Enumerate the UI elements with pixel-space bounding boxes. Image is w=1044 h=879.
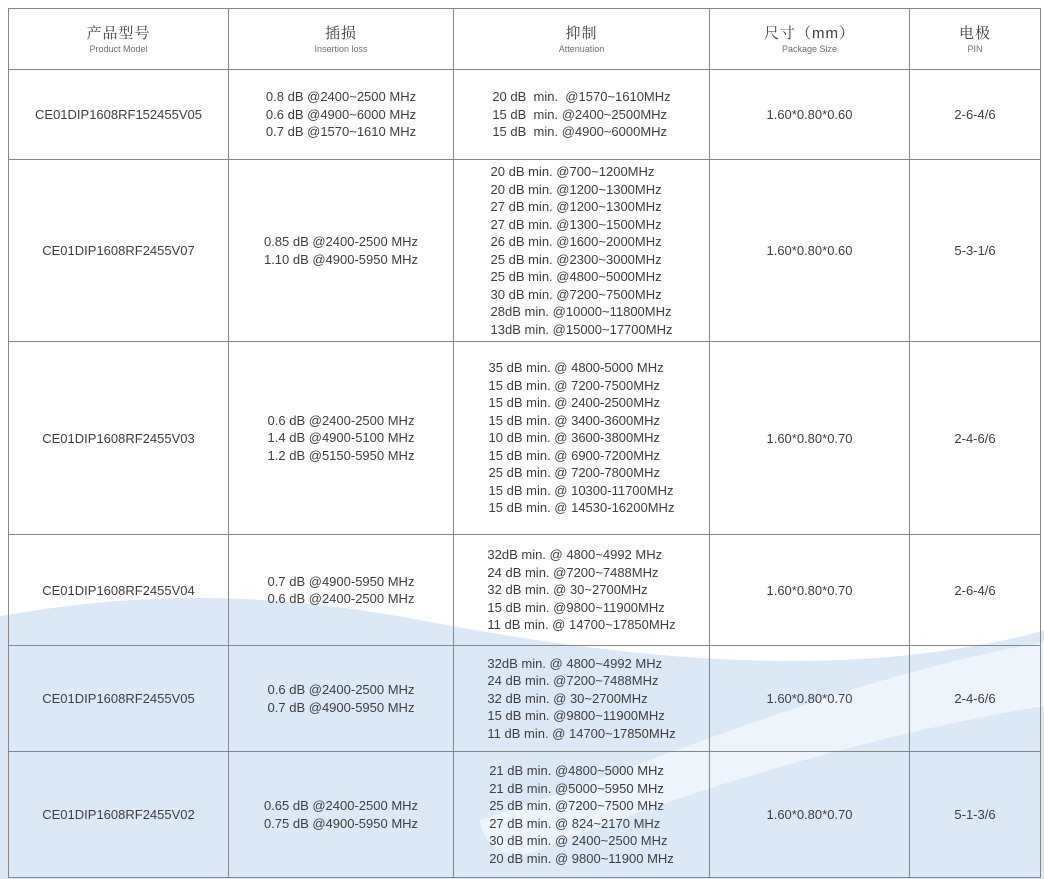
model-text: CE01DIP1608RF2455V04 — [42, 582, 195, 598]
header-label-zh: 产品型号 — [86, 24, 151, 42]
attenuation-line: 26 dB min. @1600~2000MHz — [490, 234, 662, 249]
insertion-loss-cell — [229, 160, 454, 342]
attenuation-lines — [487, 655, 675, 743]
header-label-zh: 插损 — [324, 24, 357, 42]
insertion-loss-cell — [229, 646, 454, 752]
insertion-loss-cell — [229, 342, 454, 535]
pin-cell — [910, 160, 1041, 342]
package-size-cell — [710, 752, 910, 878]
attenuation-line: 27 dB min. @1300~1500MHz — [490, 216, 662, 232]
attenuation-cell — [454, 70, 710, 160]
insertion-loss-cell — [229, 70, 454, 160]
attenuation-line: 21 dB min. @4800~5000 MHz — [489, 763, 664, 778]
header-label-zh: 尺寸（mm） — [764, 24, 855, 42]
attenuation-cell — [454, 646, 710, 752]
attenuation-line: 11 dB min. @ 14700~17850MHz — [487, 725, 676, 741]
model-cell — [9, 646, 229, 752]
pin-text: 5-1-3/6 — [954, 807, 996, 822]
package-size-text: 1.60*0.80*0.70 — [766, 582, 853, 598]
attenuation-line: 20 dB min. @700~1200MHz — [490, 164, 655, 179]
pin-text: 5-3-1/6 — [954, 243, 996, 258]
attenuation-lines — [489, 359, 675, 517]
package-size-cell — [710, 535, 910, 646]
table-row — [9, 646, 1041, 752]
attenuation-line: 28dB min. @10000~11800MHz — [490, 304, 672, 319]
attenuation-cell — [454, 752, 710, 878]
pin-cell — [910, 535, 1041, 646]
attenuation-line: 15 dB min. @ 7200-7500MHz — [488, 377, 660, 393]
header-label-en: Attenuation — [558, 43, 605, 54]
insertion-loss-line: 1.4 dB @4900-5100 MHz — [267, 430, 415, 446]
insertion-loss-line: 0.6 dB @2400-2500 MHz — [267, 412, 415, 428]
column-header-attenuation — [454, 9, 710, 70]
insertion-loss-line: 0.85 dB @2400-2500 MHz — [263, 234, 419, 249]
model-text: CE01DIP1608RF152455V05 — [35, 107, 202, 122]
model-text: CE01DIP1608RF2455V07 — [42, 243, 195, 258]
header-label-zh: 电极 — [958, 24, 991, 42]
attenuation-line: 25 dB min. @7200~7500 MHz — [489, 798, 664, 813]
attenuation-lines — [487, 546, 675, 634]
attenuation-line: 25 dB min. @4800~5000MHz — [490, 269, 662, 284]
model-text: CE01DIP1608RF2455V05 — [42, 691, 195, 706]
column-header-pin — [910, 9, 1041, 70]
pin-cell — [910, 752, 1041, 878]
package-size-cell — [710, 646, 910, 752]
insertion-loss-line: 0.65 dB @2400-2500 MHz — [263, 798, 419, 813]
insertion-loss-lines — [268, 573, 415, 608]
attenuation-line: 21 dB min. @5000~5950 MHz — [489, 780, 664, 796]
insertion-loss-line: 0.6 dB @4900~6000 MHz — [265, 106, 417, 122]
attenuation-line: 27 dB min. @1200~1300MHz — [490, 199, 662, 214]
attenuation-line: 20 dB min. @ 9800~11900 MHz — [489, 850, 674, 866]
header-label-en: PIN — [967, 43, 983, 54]
attenuation-line: 30 dB min. @7200~7500MHz — [490, 286, 662, 302]
attenuation-line: 15 dB min. @9800~11900MHz — [487, 599, 665, 615]
insertion-loss-line: 0.75 dB @4900-5950 MHz — [263, 815, 419, 831]
package-size-text: 1.60*0.80*0.60 — [766, 107, 853, 122]
pin-text: 2-4-6/6 — [954, 430, 996, 446]
column-header-insertion-loss — [229, 9, 454, 70]
pin-text: 2-4-6/6 — [954, 691, 996, 706]
table-row — [9, 342, 1041, 535]
model-cell — [9, 535, 229, 646]
pin-text: 2-6-4/6 — [954, 582, 996, 598]
package-size-text: 1.60*0.80*0.60 — [766, 243, 853, 258]
insertion-loss-lines — [268, 412, 415, 465]
attenuation-line: 27 dB min. @ 824~2170 MHz — [489, 815, 661, 831]
attenuation-line: 11 dB min. @ 14700~17850MHz — [487, 617, 676, 633]
package-size-text: 1.60*0.80*0.70 — [766, 807, 853, 822]
attenuation-line: 15 dB min. @ 14530-16200MHz — [488, 500, 675, 516]
attenuation-lines — [491, 163, 673, 338]
attenuation-line: 15 dB min. @ 6900-7200MHz — [488, 447, 660, 463]
attenuation-line: 15 dB min. @9800~11900MHz — [487, 708, 665, 724]
attenuation-line: 15 dB min. @ 2400-2500MHz — [488, 395, 660, 411]
column-header-model — [9, 9, 229, 70]
insertion-loss-line: 0.8 dB @2400~2500 MHz — [265, 89, 417, 105]
table-header-row — [9, 9, 1041, 70]
attenuation-line: 25 dB min. @2300~3000MHz — [490, 251, 662, 267]
package-size-cell — [710, 342, 910, 535]
pin-cell — [910, 342, 1041, 535]
model-text: CE01DIP1608RF2455V02 — [42, 807, 195, 822]
insertion-loss-lines — [264, 797, 418, 832]
model-text: CE01DIP1608RF2455V03 — [42, 430, 195, 446]
attenuation-line: 32 dB min. @ 30~2700MHz — [487, 690, 648, 706]
model-cell — [9, 70, 229, 160]
attenuation-line: 20 dB min. @1570~1610MHz — [492, 89, 671, 105]
attenuation-cell — [454, 535, 710, 646]
insertion-loss-line: 0.7 dB @4900-5950 MHz — [267, 699, 415, 715]
attenuation-line: 32dB min. @ 4800~4992 MHz — [487, 655, 663, 671]
attenuation-line: 15 dB min. @ 3400-3600MHz — [488, 412, 660, 428]
insertion-loss-cell — [229, 752, 454, 878]
attenuation-lines — [489, 762, 674, 867]
model-cell — [9, 342, 229, 535]
model-cell — [9, 160, 229, 342]
attenuation-line: 30 dB min. @ 2400~2500 MHz — [489, 833, 668, 848]
table-row — [9, 535, 1041, 646]
attenuation-line: 25 dB min. @ 7200-7800MHz — [488, 465, 660, 481]
table-body — [9, 70, 1041, 878]
attenuation-line: 10 dB min. @ 3600-3800MHz — [488, 430, 660, 446]
package-size-cell — [710, 160, 910, 342]
header-label-en: Product Model — [89, 43, 148, 54]
insertion-loss-line: 1.2 dB @5150-5950 MHz — [267, 447, 415, 463]
package-size-text: 1.60*0.80*0.70 — [766, 691, 853, 706]
insertion-loss-line: 0.7 dB @1570~1610 MHz — [265, 124, 417, 140]
insertion-loss-line: 1.10 dB @4900-5950 MHz — [263, 251, 419, 267]
header-label-en: Package Size — [781, 43, 838, 54]
insertion-loss-line: 0.6 dB @2400-2500 MHz — [267, 591, 415, 606]
pin-cell — [910, 70, 1041, 160]
package-size-cell — [710, 70, 910, 160]
insertion-loss-cell — [229, 535, 454, 646]
attenuation-line: 15 dB min. @ 10300-11700MHz — [488, 482, 674, 498]
attenuation-line: 32 dB min. @ 30~2700MHz — [487, 582, 648, 598]
attenuation-line: 15 dB min. @4900~6000MHz — [492, 124, 668, 140]
insertion-loss-lines — [268, 681, 415, 716]
header-label-zh: 抑制 — [565, 24, 598, 42]
attenuation-lines — [492, 88, 670, 141]
column-header-package-size — [710, 9, 910, 70]
attenuation-line: 24 dB min. @7200~7488MHz — [487, 564, 659, 580]
product-spec-table — [8, 8, 1041, 878]
table-header — [9, 9, 1041, 70]
attenuation-line: 35 dB min. @ 4800-5000 MHz — [488, 360, 664, 376]
attenuation-line: 13dB min. @15000~17700MHz — [490, 321, 673, 337]
attenuation-cell — [454, 342, 710, 535]
insertion-loss-lines — [266, 88, 416, 141]
attenuation-line: 32dB min. @ 4800~4992 MHz — [487, 547, 663, 563]
attenuation-cell — [454, 160, 710, 342]
package-size-text: 1.60*0.80*0.70 — [766, 430, 853, 446]
insertion-loss-lines — [264, 233, 418, 268]
attenuation-line: 15 dB min. @2400~2500MHz — [492, 106, 668, 122]
table-row — [9, 752, 1041, 878]
pin-text: 2-6-4/6 — [954, 107, 996, 122]
table-row — [9, 70, 1041, 160]
pin-cell — [910, 646, 1041, 752]
header-label-en: Insertion loss — [314, 43, 368, 54]
insertion-loss-line: 0.6 dB @2400-2500 MHz — [267, 682, 415, 697]
attenuation-line: 24 dB min. @7200~7488MHz — [487, 673, 659, 689]
table-row — [9, 160, 1041, 342]
insertion-loss-line: 0.7 dB @4900-5950 MHz — [267, 573, 415, 589]
attenuation-line: 20 dB min. @1200~1300MHz — [490, 181, 662, 197]
model-cell — [9, 752, 229, 878]
